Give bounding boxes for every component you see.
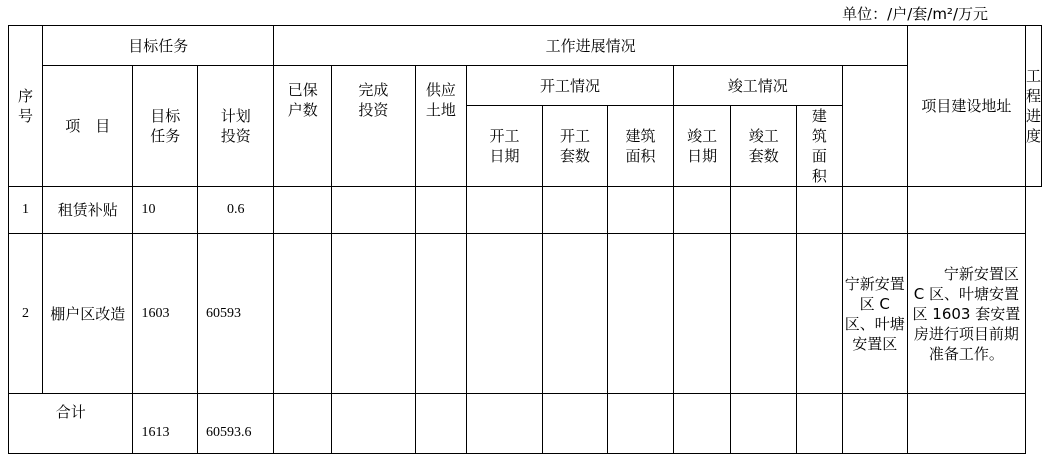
header-start-date: 开工日期: [467, 106, 542, 187]
row-seq: 1: [9, 187, 43, 234]
row-item: 租赁补贴: [43, 187, 133, 234]
row-progress: 宁新安置区 C 区、叶塘安置区 1603 套安置房进行项目前期准备工作。: [907, 234, 1025, 394]
total-row: [9, 394, 1042, 454]
row-target: 1603: [133, 234, 198, 394]
header-completed-investment: 完成投资: [332, 66, 416, 187]
header-site-address: 项目建设地址: [907, 26, 1025, 187]
table-row: [9, 234, 1042, 394]
row-address: 宁新安置区 C 区、叶塘安置区: [842, 234, 907, 394]
row-item: 棚户区改造: [43, 234, 133, 394]
header-land-supply: 供应土地: [415, 66, 467, 187]
row-seq: 2: [9, 234, 43, 394]
header-planned-investment: 计划投资: [197, 66, 273, 187]
header-item: 项 目: [43, 66, 133, 187]
header-completion-group: 竣工情况: [673, 66, 842, 106]
header-secured-households: 已保户数: [274, 66, 332, 187]
unit-label: 单位：/户/套/m²/万元: [842, 5, 988, 23]
row-progress: [907, 187, 1025, 234]
table-row: [9, 187, 1042, 234]
total-target: 1613: [133, 394, 198, 454]
total-investment: 60593.6: [197, 394, 273, 454]
header-project-progress: 工程进度: [1025, 26, 1041, 187]
row-address: [842, 187, 907, 234]
row-investment: 60593: [197, 234, 273, 394]
header-target-group: 目标任务: [43, 26, 274, 66]
header-start-group: 开工情况: [467, 66, 674, 106]
header-completion-units: 竣工套数: [731, 106, 797, 187]
header-target-task: 目标任务: [133, 66, 198, 187]
row-target: 10: [133, 187, 198, 234]
header-completion-date: 竣工日期: [673, 106, 731, 187]
total-label: 合计: [9, 394, 133, 454]
header-start-units: 开工套数: [542, 106, 608, 187]
header-progress-group: 工作进展情况: [274, 26, 907, 66]
header-completion-area: 建筑面积: [797, 106, 843, 187]
header-seq: 序号: [9, 26, 43, 187]
header-start-area: 建筑面积: [608, 106, 674, 187]
project-table: [8, 25, 1042, 454]
row-investment: 0.6: [197, 187, 273, 234]
